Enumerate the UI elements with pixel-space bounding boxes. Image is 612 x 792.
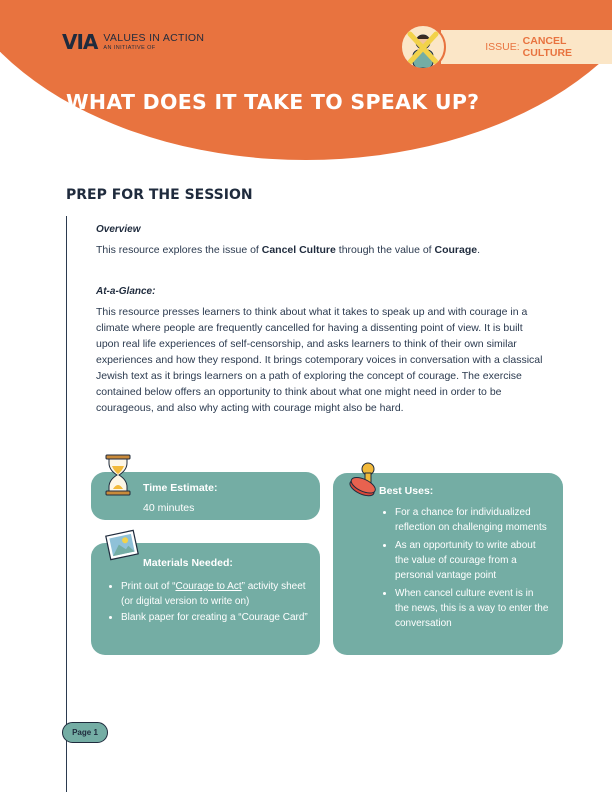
issue-name: Cancel Culture: [261, 244, 336, 256]
overview-heading: Overview: [96, 224, 141, 235]
value-name: Courage: [434, 244, 478, 256]
best-uses-list: [379, 505, 549, 631]
header-background: [0, 0, 612, 160]
materials-list: [105, 579, 308, 625]
hourglass-icon: [104, 454, 132, 501]
logo-mark: VIA: [62, 30, 98, 54]
issue-value: CANCEL CULTURE: [522, 35, 573, 59]
list-item: • Blank paper for creating a “Courage Card”: [121, 610, 308, 625]
person-cross-icon: [400, 24, 446, 70]
list-item: • Print out of “Courage to Act” activity sheet (or digital version to write on): [121, 579, 308, 609]
overview-text: This resource explores the issue of Cancel Culture through the value of Courage.: [96, 244, 481, 256]
logo-title: VALUES IN ACTION: [103, 32, 205, 44]
issue-tag: [440, 30, 612, 64]
logo: [62, 30, 204, 54]
page-number: Page 1: [62, 722, 108, 743]
page-title: WHAT DOES IT TAKE TO SPEAK UP?: [66, 90, 480, 114]
list-item: • When cancel culture event is in the news, this is a way to enter the conversation: [395, 586, 549, 631]
time-estimate-title: Time Estimate:: [143, 482, 218, 494]
list-item: • For a chance for individualized reflection on challenging moments: [395, 505, 549, 535]
issue-label: ISSUE:: [485, 41, 520, 53]
glance-text: This resource presses learners to think about what it takes to speak up and with courage in a climate where people are frequently cancelled for having a dissenting point of view. It is built upon real life experiences of self-censorship, and asks learners to think of their own similar experiences and how they respond. It brings cotemporary voices in conversation with a classical Jewish text as it brings learners on a path of exploring the concept of courage. The exercise contained below offers an opportunity to think about what one might need in order to be courageous, and also why acting with courage might also be hard.: [96, 306, 543, 414]
margin-rule: [66, 216, 67, 792]
list-item: • As an opportunity to write about the value of courage from a personal vantage point: [395, 538, 549, 583]
picture-icon: [104, 528, 140, 567]
materials-title: Materials Needed:: [143, 557, 233, 569]
glance-heading: At-a-Glance:: [96, 286, 156, 297]
best-uses-title: Best Uses:: [379, 485, 434, 497]
section-title: PREP FOR THE SESSION: [66, 187, 253, 203]
logo-subtitle: AN INITIATIVE OF: [103, 44, 156, 51]
courage-to-act-link[interactable]: Courage to Act: [175, 581, 242, 592]
stamp-icon: [344, 460, 382, 505]
time-estimate-value: 40 minutes: [143, 502, 195, 514]
